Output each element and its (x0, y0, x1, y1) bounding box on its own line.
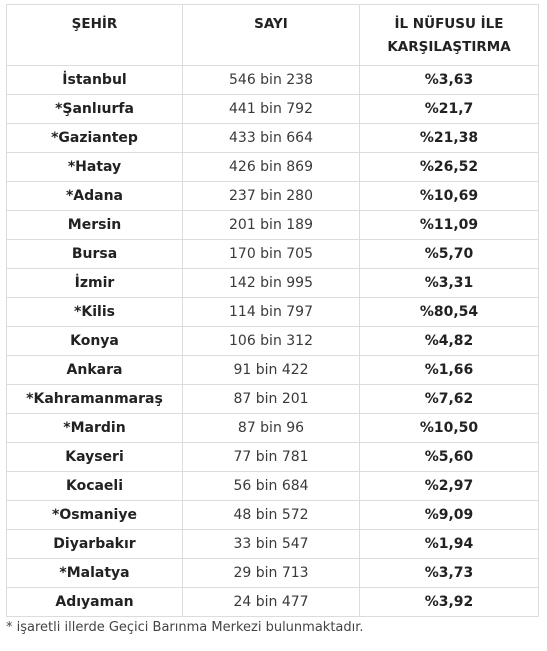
city-cell: *Hatay (7, 153, 183, 182)
city-cell: *Adana (7, 182, 183, 211)
ratio-cell: %26,52 (360, 153, 539, 182)
count-cell: 87 bin 201 (183, 385, 360, 414)
city-cell: *Kahramanmaraş (7, 385, 183, 414)
refugee-table-container (6, 4, 538, 617)
count-cell: 29 bin 713 (183, 559, 360, 588)
city-cell: Bursa (7, 240, 183, 269)
ratio-cell: %5,60 (360, 443, 539, 472)
header-city: ŞEHİR (7, 5, 183, 66)
header-compare-line2: KARŞILAŞTIRMA (387, 39, 511, 55)
ratio-cell: %9,09 (360, 501, 539, 530)
ratio-cell: %4,82 (360, 327, 539, 356)
count-cell: 142 bin 995 (183, 269, 360, 298)
table-row (7, 414, 539, 443)
count-cell: 48 bin 572 (183, 501, 360, 530)
count-cell: 91 bin 422 (183, 356, 360, 385)
table-row (7, 559, 539, 588)
city-cell: İzmir (7, 269, 183, 298)
ratio-cell: %1,66 (360, 356, 539, 385)
city-cell: Kocaeli (7, 472, 183, 501)
count-cell: 33 bin 547 (183, 530, 360, 559)
ratio-cell: %21,7 (360, 95, 539, 124)
city-cell: *Kilis (7, 298, 183, 327)
count-cell: 441 bin 792 (183, 95, 360, 124)
table-row (7, 530, 539, 559)
ratio-cell: %3,63 (360, 66, 539, 95)
city-cell: *Gaziantep (7, 124, 183, 153)
count-cell: 201 bin 189 (183, 211, 360, 240)
header-compare (360, 5, 539, 66)
table-row (7, 66, 539, 95)
city-cell: Adıyaman (7, 588, 183, 617)
header-compare-line1: İL NÜFUSU İLE (394, 16, 504, 32)
city-cell: *Şanlıurfa (7, 95, 183, 124)
ratio-cell: %5,70 (360, 240, 539, 269)
table-body (7, 66, 539, 617)
table-row (7, 588, 539, 617)
count-cell: 56 bin 684 (183, 472, 360, 501)
count-cell: 24 bin 477 (183, 588, 360, 617)
table-row (7, 211, 539, 240)
ratio-cell: %3,31 (360, 269, 539, 298)
table-row (7, 385, 539, 414)
city-cell: *Osmaniye (7, 501, 183, 530)
refugee-population-table (6, 4, 539, 617)
city-cell: Diyarbakır (7, 530, 183, 559)
table-row (7, 153, 539, 182)
city-cell: Ankara (7, 356, 183, 385)
table-row (7, 240, 539, 269)
ratio-cell: %3,92 (360, 588, 539, 617)
table-row (7, 95, 539, 124)
count-cell: 433 bin 664 (183, 124, 360, 153)
table-row (7, 124, 539, 153)
ratio-cell: %10,50 (360, 414, 539, 443)
count-cell: 87 bin 96 (183, 414, 360, 443)
table-row (7, 472, 539, 501)
ratio-cell: %10,69 (360, 182, 539, 211)
count-cell: 546 bin 238 (183, 66, 360, 95)
ratio-cell: %21,38 (360, 124, 539, 153)
city-cell: Konya (7, 327, 183, 356)
count-cell: 170 bin 705 (183, 240, 360, 269)
count-cell: 77 bin 781 (183, 443, 360, 472)
table-row (7, 443, 539, 472)
count-cell: 114 bin 797 (183, 298, 360, 327)
footnote: * işaretli illerde Geçici Barınma Merkezi bulunmaktadır. (6, 620, 364, 635)
ratio-cell: %11,09 (360, 211, 539, 240)
table-row (7, 298, 539, 327)
ratio-cell: %80,54 (360, 298, 539, 327)
table-row (7, 182, 539, 211)
table-row (7, 356, 539, 385)
city-cell: *Malatya (7, 559, 183, 588)
table-row (7, 327, 539, 356)
city-cell: Mersin (7, 211, 183, 240)
table-row (7, 269, 539, 298)
count-cell: 237 bin 280 (183, 182, 360, 211)
city-cell: *Mardin (7, 414, 183, 443)
table-row (7, 501, 539, 530)
ratio-cell: %2,97 (360, 472, 539, 501)
table-header-row (7, 5, 539, 66)
count-cell: 426 bin 869 (183, 153, 360, 182)
ratio-cell: %1,94 (360, 530, 539, 559)
header-count: SAYI (183, 5, 360, 66)
city-cell: Kayseri (7, 443, 183, 472)
count-cell: 106 bin 312 (183, 327, 360, 356)
city-cell: İstanbul (7, 66, 183, 95)
ratio-cell: %3,73 (360, 559, 539, 588)
ratio-cell: %7,62 (360, 385, 539, 414)
